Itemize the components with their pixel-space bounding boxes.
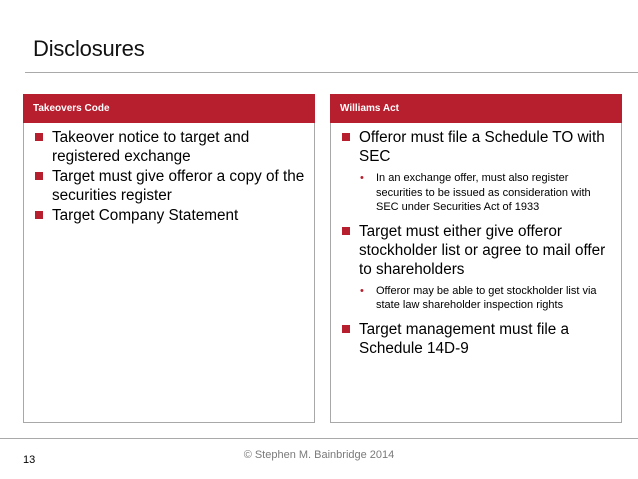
bullet-item [342,128,615,215]
takeovers-code-panel [23,94,315,423]
dot-bullet-icon: • [360,284,364,297]
square-bullet-icon [342,133,350,141]
bullet-list [342,128,615,358]
sub-bullet-list [359,171,615,215]
bullet-list [35,128,308,225]
bullet-text: Offeror must file a Schedule TO with SEC [359,129,605,165]
sub-bullet-item [359,171,615,215]
williams-act-panel [330,94,622,423]
page-number: 13 [23,454,36,466]
square-bullet-icon [35,172,43,180]
panel-body [330,123,622,423]
copyright-footer: © Stephen M. Bainbridge 2014 [243,449,395,461]
square-bullet-icon [342,325,350,333]
dot-bullet-icon: • [360,172,364,184]
square-bullet-icon [342,227,350,235]
sub-bullet-list [359,284,615,313]
bullet-item [35,167,308,205]
bullet-text: Target must give offeror a copy of the securities register [52,168,305,204]
title-divider [25,72,638,73]
bullet-item [35,128,308,166]
bullet-item [342,320,615,358]
sub-bullet-item [359,284,615,313]
bullet-text: Target must either give offeror stockholder list or agree to mail offer to shareholders [359,222,606,278]
square-bullet-icon [35,133,43,141]
bullet-item [35,206,308,225]
slide-title: Disclosures [33,36,145,61]
bullet-text: Takeover notice to target and registered exchange [52,129,250,165]
square-bullet-icon [35,211,43,219]
panel-header-williams-act: Williams Act [330,94,622,123]
footer-divider [0,438,638,439]
sub-bullet-text: In an exchange offer, must also register securities to be issued as consideration with SEC under Securities Act of 1933 [376,172,591,213]
panel-body [23,123,315,423]
bullet-item [342,222,615,313]
bullet-text: Target management must file a Schedule 14D-9 [359,320,570,357]
bullet-text: Target Company Statement [52,207,239,224]
sub-bullet-text: Offeror may be able to get stockholder list via state law shareholder inspection rights [376,284,597,311]
panel-header-takeovers-code: Takeovers Code [23,94,315,123]
